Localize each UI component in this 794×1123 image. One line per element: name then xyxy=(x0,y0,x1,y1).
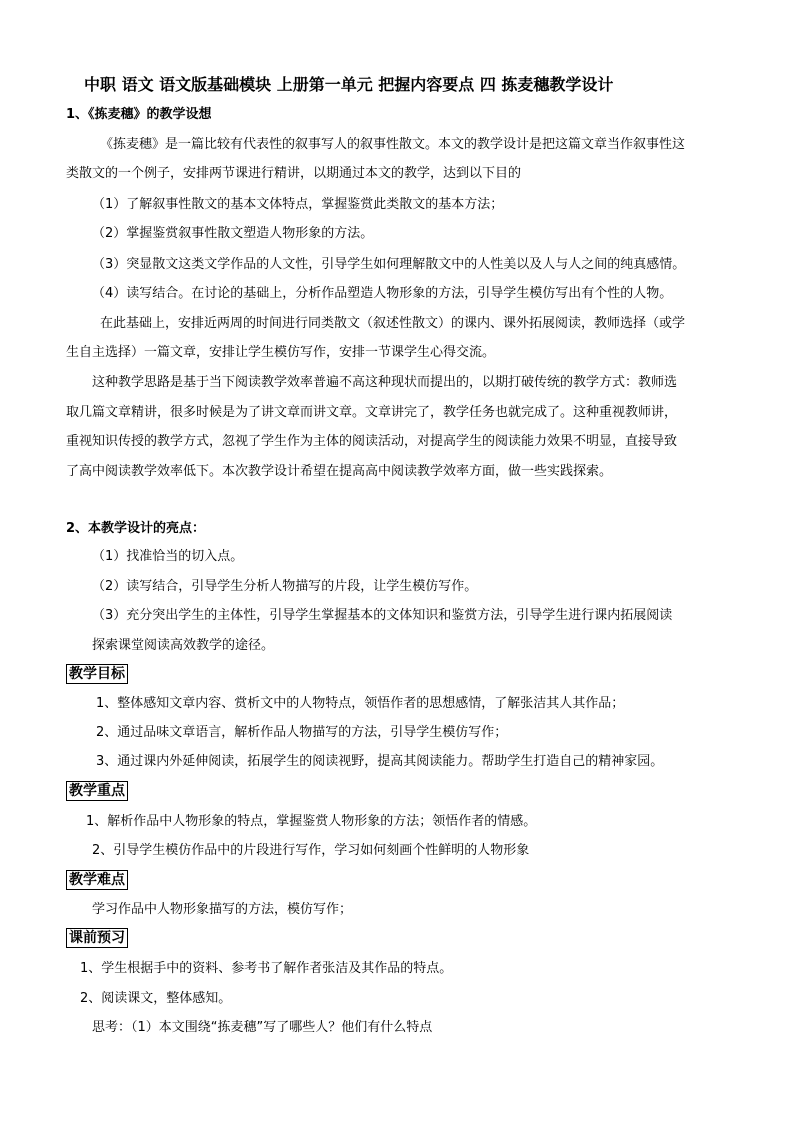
keypoint-item: 2、引导学生模仿作品中的片段进行写作，学习如何刻画个性鲜明的人物形象 xyxy=(92,843,530,858)
document-title: 中职 语文 语文版基础模块 上册第一单元 把握内容要点 四 拣麦穗教学设计 xyxy=(84,75,614,94)
objectives-label: 教学目标 xyxy=(66,664,128,684)
highlight-item: （1）找准恰当的切入点。 xyxy=(92,549,244,564)
section1-para3-line2: 取几篇文章精讲，很多时候是为了讲文章而讲文章。文章讲完了，教学任务也就完成了。这种重视教师讲， xyxy=(66,405,678,420)
highlight-item-continued: 探索课堂阅读高效教学的途径。 xyxy=(92,638,275,653)
section2-heading: 2、本教学设计的亮点： xyxy=(66,521,206,536)
goal-item: （1）了解叙事性散文的基本文体特点，掌握鉴赏此类散文的基本方法； xyxy=(92,197,504,212)
section1-para3-line1: 这种教学思路是基于当下阅读教学效率普遍不高这种现状而提出的，以期打破传统的教学方式：教师选 xyxy=(92,375,678,390)
highlight-item: （2）读写结合，引导学生分析人物描写的片段，让学生模仿写作。 xyxy=(92,579,478,594)
section1-para2-line2: 生自主选择）一篇文章，安排让学生模仿写作，安排一节课学生心得交流。 xyxy=(66,345,496,360)
keypoints-label: 教学重点 xyxy=(66,781,128,801)
section1-intro-line1: 《拣麦穗》是一篇比较有代表性的叙事写人的叙事性散文。本文的教学设计是把这篇文章当作叙事性这 xyxy=(100,137,686,152)
difficulty-text: 学习作品中人物形象描写的方法，模仿写作； xyxy=(92,902,353,917)
preview-item: 1、学生根据手中的资料、参考书了解作者张洁及其作品的特点。 xyxy=(80,961,453,976)
difficulties-label: 教学难点 xyxy=(66,870,128,890)
objective-item: 1、整体感知文章内容、赏析文中的人物特点，领悟作者的思想感情，了解张洁其人其作品； xyxy=(96,696,625,711)
section1-para3-line4: 了高中阅读教学效率低下。本次教学设计希望在提高高中阅读教学效率方面，做一些实践探索。 xyxy=(66,464,613,479)
section1-para3-line3: 重视知识传授的教学方式，忽视了学生作为主体的阅读活动，对提高学生的阅读能力效果不明显，直接导致 xyxy=(66,434,678,449)
goal-item: （2）掌握鉴赏叙事性散文塑造人物形象的方法。 xyxy=(92,226,374,241)
goal-item: （4）读写结合。在讨论的基础上，分析作品塑造人物形象的方法，引导学生模仿写出有个性的人物。 xyxy=(92,286,673,301)
goal-item: （3）突显散文这类文学作品的人文性，引导学生如何理解散文中的人性美以及人与人之间的纯真感情。 xyxy=(92,257,686,272)
highlight-item: （3）充分突出学生的主体性，引导学生掌握基本的文体知识和鉴赏方法，引导学生进行课内拓展阅读 xyxy=(92,608,673,623)
objective-item: 2、通过品味文章语言，解析作品人物描写的方法，引导学生模仿写作； xyxy=(96,725,508,740)
section1-para2-line1: 在此基础上，安排近两周的时间进行同类散文（叙述性散文）的课内、课外拓展阅读，教师选择（或学 xyxy=(100,316,686,331)
keypoint-item: 1、解析作品中人物形象的特点，掌握鉴赏人物形象的方法；领悟作者的情感。 xyxy=(86,814,537,829)
section1-intro-line2: 类散文的一个例子，安排两节课进行精讲，以期通过本文的教学，达到以下目的 xyxy=(66,166,522,181)
preview-question: 思考：（1）本文围绕“拣麦穗”写了哪些人？他们有什么特点 xyxy=(92,1020,433,1035)
objective-item: 3、通过课内外延伸阅读，拓展学生的阅读视野，提高其阅读能力。帮助学生打造自己的精神家园。 xyxy=(96,754,664,769)
preview-item: 2、阅读课文，整体感知。 xyxy=(80,991,232,1006)
section1-heading: 1、《拣麦穗》的教学设想 xyxy=(66,107,212,122)
preview-label: 课前预习 xyxy=(66,928,128,948)
